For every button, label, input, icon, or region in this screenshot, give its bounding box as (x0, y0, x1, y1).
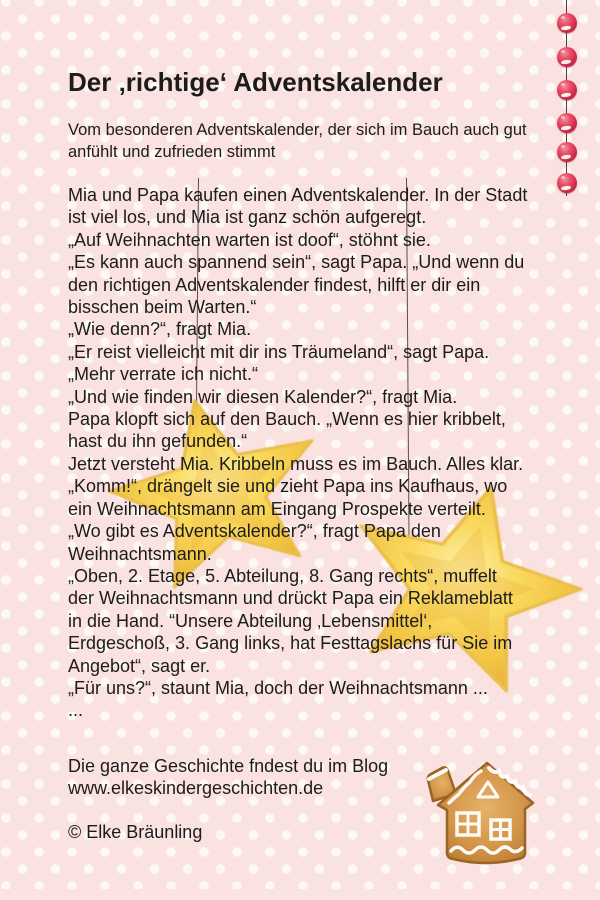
story-line: Erdgeschoß, 3. Gang links, hat Festtagslachs für Sie im (68, 633, 513, 654)
story-line: bisschen beim Warten.“ (68, 297, 257, 318)
story-line: Angebot“, sagt er. (68, 655, 211, 676)
story-line: Weihnachtsmann. (68, 543, 212, 564)
story-line: der Weihnachtsmann und drückt Papa ein Reklameblatt (68, 588, 513, 609)
page-title: Der ‚richtige‘ Adventskalender (68, 67, 443, 97)
copyright: © Elke Bräunling (68, 822, 203, 842)
bottom-strip (0, 889, 600, 900)
red-bead-icon (557, 13, 577, 33)
story-line: „Wie denn?“, fragt Mia. (68, 319, 252, 340)
blog-note: Die ganze Geschichte fndest du im Blog (68, 756, 389, 776)
story-line: Mia und Papa kaufen einen Adventskalender. In der Stadt (68, 185, 528, 205)
gingerbread-house-icon (426, 758, 546, 870)
story-line: „Oben, 2. Etage, 5. Abteilung, 8. Gang rechts“, muffelt (68, 565, 497, 586)
story-line: den richtigen Adventskalender findest, hilft er dir ein (68, 274, 481, 295)
story-line: ... (68, 700, 84, 721)
story-text (68, 184, 573, 722)
red-bead-icon (557, 113, 577, 133)
page-subtitle (68, 119, 527, 163)
red-bead-garland-icon (556, 0, 578, 200)
story-line: ein Weihnachtsmann am Eingang Prospekte verteilt. (68, 498, 486, 519)
story-line: „Komm!“, drängelt sie und zieht Papa ins Kaufhaus, wo (68, 476, 508, 497)
story-line: „Für uns?“, staunt Mia, doch der Weihnachtsmann ... (68, 677, 488, 698)
story-line: ist viel los, und Mia ist ganz schön aufgeregt. (68, 207, 427, 228)
red-bead-icon (557, 173, 577, 193)
story-line: „Und wie finden wir diesen Kalender?“, fragt Mia. (68, 386, 458, 407)
story-line: „Er reist vielleicht mit dir ins Träumeland“, sagt Papa. (68, 341, 490, 362)
story-line: Jetzt versteht Mia. Kribbeln muss es im Bauch. Alles klar. (68, 453, 524, 474)
story-line: „Auf Weihnachten warten ist doof“, stöhnt sie. (68, 229, 431, 250)
blog-url: www.elkeskindergeschichten.de (68, 778, 324, 799)
story-line: „Wo gibt es Adventskalender?“, fragt Papa den (68, 521, 441, 542)
story-line: „Mehr verrate ich nicht.“ (68, 364, 259, 385)
red-bead-icon (557, 47, 577, 67)
story-line: Papa klopft sich auf den Bauch. „Wenn es hier kribbelt, (68, 409, 506, 430)
red-bead-icon (557, 80, 577, 100)
story-line: hast du ihn gefunden.“ (68, 431, 248, 452)
story-line: in die Hand. “Unsere Abteilung ‚Lebensmittel‘, (68, 610, 433, 631)
subtitle-line: Vom besonderen Adventskalender, der sich im Bauch auch gut (68, 121, 527, 139)
story-line: „Es kann auch spannend sein“, sagt Papa. „Und wenn du (68, 252, 525, 273)
subtitle-line: anfühlt und zufrieden stimmt (68, 143, 276, 161)
footer-note (68, 755, 388, 800)
red-bead-icon (557, 142, 577, 162)
